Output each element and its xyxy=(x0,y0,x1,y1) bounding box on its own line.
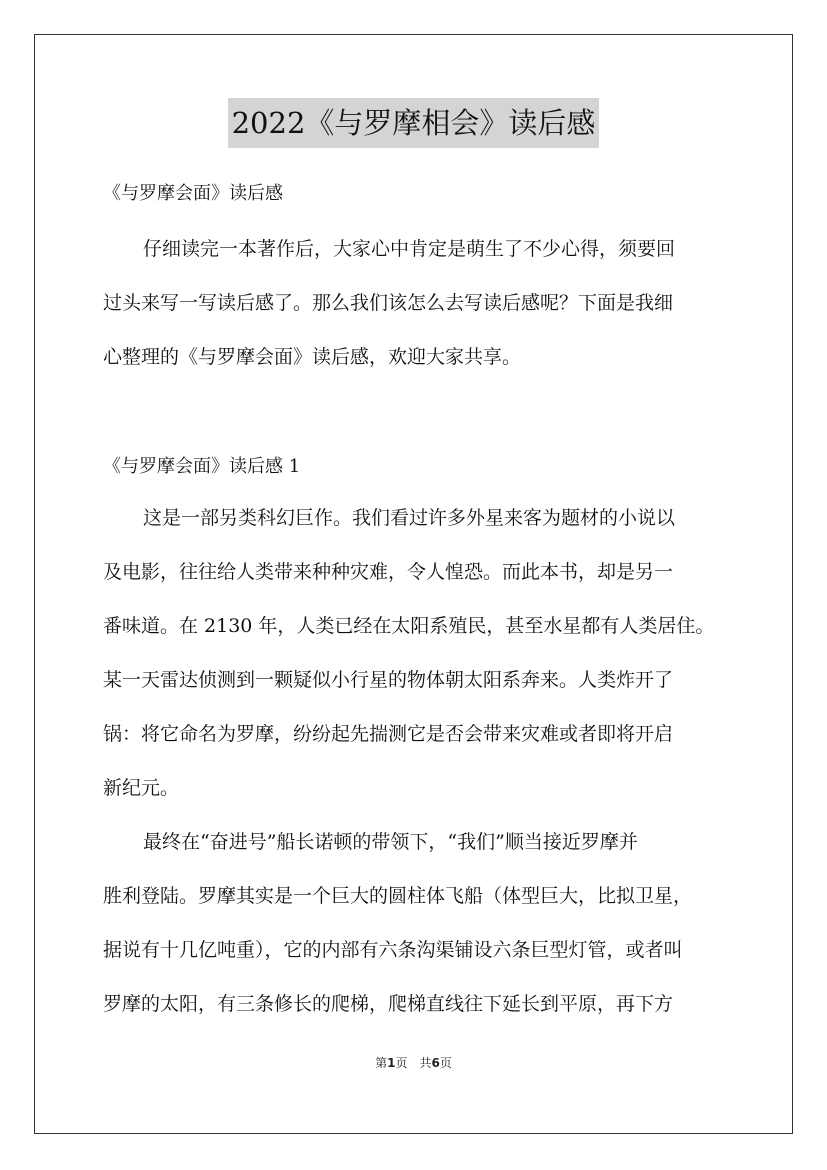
footer-suffix: 页 xyxy=(439,1056,452,1070)
subheading: 《与罗摩会面》读后感 xyxy=(103,183,283,204)
document-title: 2022《与罗摩相会》读后感 xyxy=(228,98,600,148)
paragraph-line: 这是一部另类科幻巨作。我们看过许多外星来客为题材的小说以 xyxy=(143,507,676,529)
paragraph-2 xyxy=(103,815,723,1031)
intro-line: 仔细读完一本著作后，大家心中肯定是萌生了不少心得，须要回 xyxy=(143,238,676,260)
intro-paragraph xyxy=(103,222,723,384)
page-footer xyxy=(0,1054,827,1071)
paragraph-line: 罗摩的太阳，有三条修长的爬梯，爬梯直线往下延长到平原，再下方 xyxy=(103,993,674,1015)
footer-current-page: 1 xyxy=(387,1056,396,1070)
section-heading: 《与罗摩会面》读后感 1 xyxy=(103,456,301,477)
paragraph-line: 据说有十几亿吨重），它的内部有六条沟渠铺设六条巨型灯管，或者叫 xyxy=(103,939,683,961)
paragraph-line: 新纪元。 xyxy=(103,777,180,799)
footer-mid: 页 共 xyxy=(395,1056,432,1070)
paragraph-line: 番味道。在 2130 年，人类已经在太阳系殖民，甚至水星都有人类居住。 xyxy=(103,615,715,637)
intro-line: 心整理的《与罗摩会面》读后感，欢迎大家共享。 xyxy=(103,346,522,368)
paragraph-line: 最终在“奋进号”船长诺顿的带领下，“我们”顺当接近罗摩并 xyxy=(143,831,638,853)
footer-prefix: 第 xyxy=(375,1056,388,1070)
intro-line: 过头来写一写读后感了。那么我们该怎么去写读后感呢？下面是我细 xyxy=(103,292,674,314)
paragraph-line: 及电影，往往给人类带来种种灾难，令人惶恐。而此本书，却是另一 xyxy=(103,561,674,583)
paragraph-line: 胜利登陆。罗摩其实是一个巨大的圆柱体飞船（体型巨大，比拟卫星， xyxy=(103,885,693,907)
paragraph-line: 某一天雷达侦测到一颗疑似小行星的物体朝太阳系奔来。人类炸开了 xyxy=(103,669,674,691)
document-title-wrap xyxy=(0,98,827,148)
paragraph-line: 锅：将它命名为罗摩，纷纷起先揣测它是否会带来灾难或者即将开启 xyxy=(103,723,674,745)
footer-total-pages: 6 xyxy=(431,1056,440,1070)
paragraph-1 xyxy=(103,491,723,815)
